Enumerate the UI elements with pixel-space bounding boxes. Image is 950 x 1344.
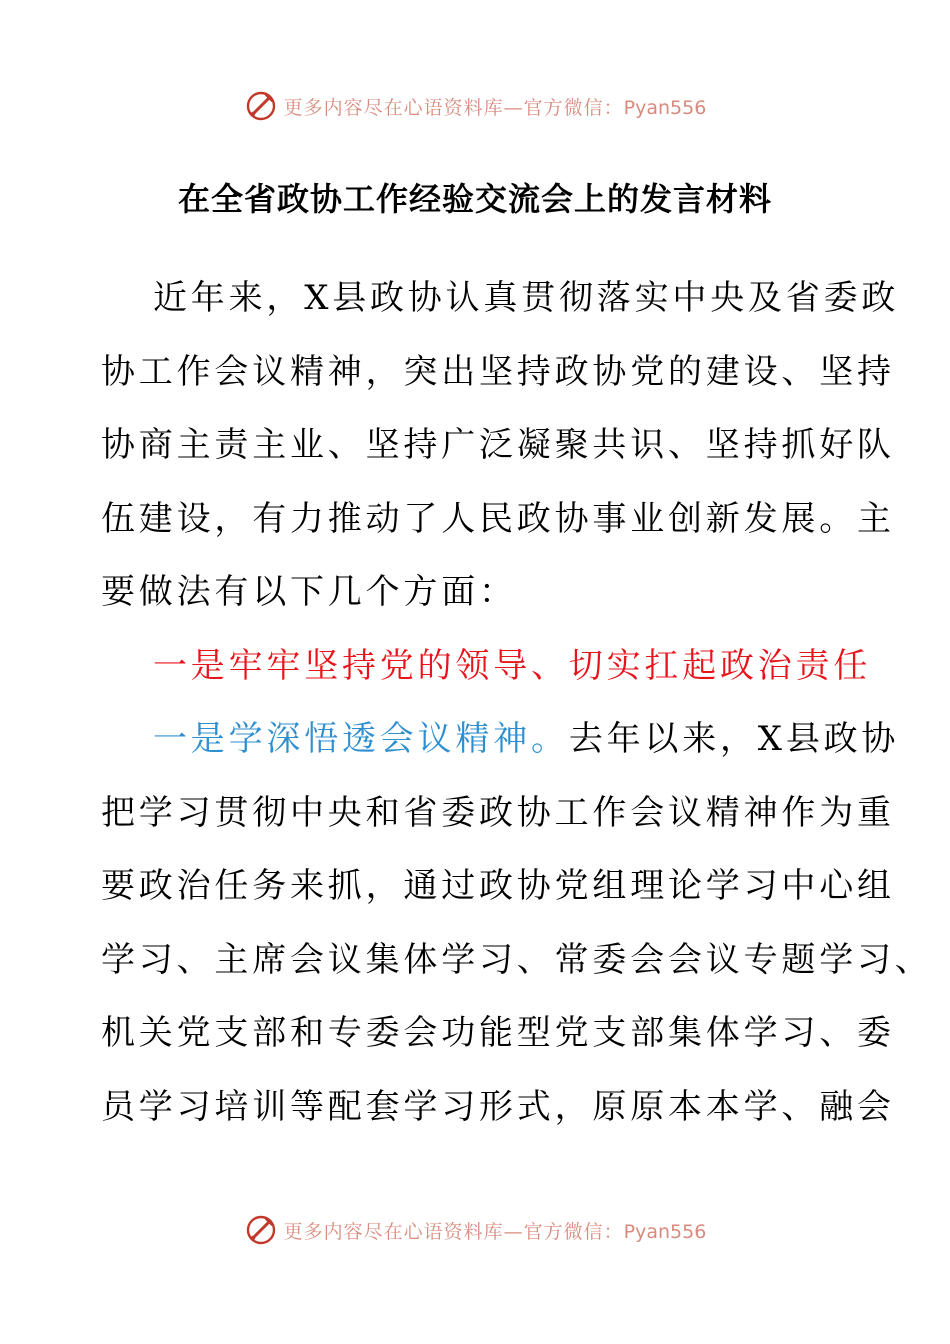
body-line: 要做法有以下几个方面： <box>101 572 517 612</box>
body-line: 把学习贯彻中央和省委政协工作会议精神作为重 <box>101 792 895 833</box>
body-line: 员学习培训等配套学习形式，原原本本学、融会 <box>101 1086 895 1127</box>
subsection-first-line-text: 去年以来，X县政协 <box>568 719 900 759</box>
subsection-first-line <box>101 703 900 777</box>
body-line: 学习、主席会议集体学习、常委会会议专题学习、 <box>101 939 933 980</box>
body-line: 要政治任务来抓，通过政协党组理论学习中心组 <box>101 866 895 906</box>
document-title: 在全省政协工作经验交流会上的发言材料 <box>177 180 772 218</box>
pen-circle-logo-icon <box>244 1213 278 1247</box>
pen-circle-logo-icon <box>244 89 278 123</box>
body-line: 协工作会议精神，突出坚持政协党的建设、坚持 <box>101 351 895 392</box>
body-line: 机关党支部和专委会功能型党支部集体学习、委 <box>101 1013 895 1053</box>
header-watermark <box>0 86 950 126</box>
document-body <box>101 262 933 1144</box>
section-heading: 一是牢牢坚持党的领导、切实扛起政治责任 <box>153 645 872 686</box>
body-line: 近年来，X县政协认真贯彻落实中央及省委政 <box>153 278 900 318</box>
body-line: 协商主责主业、坚持广泛凝聚共识、坚持抓好队 <box>101 425 895 465</box>
footer-watermark <box>0 1210 950 1250</box>
subsection-heading: 一是学深悟透会议精神。 <box>153 719 569 759</box>
body-line: 伍建设，有力推动了人民政协事业创新发展。主 <box>101 498 895 539</box>
watermark-text: 更多内容尽在心语资料库—官方微信：Pyan556 <box>283 96 707 119</box>
watermark-text: 更多内容尽在心语资料库—官方微信：Pyan556 <box>283 1220 707 1243</box>
